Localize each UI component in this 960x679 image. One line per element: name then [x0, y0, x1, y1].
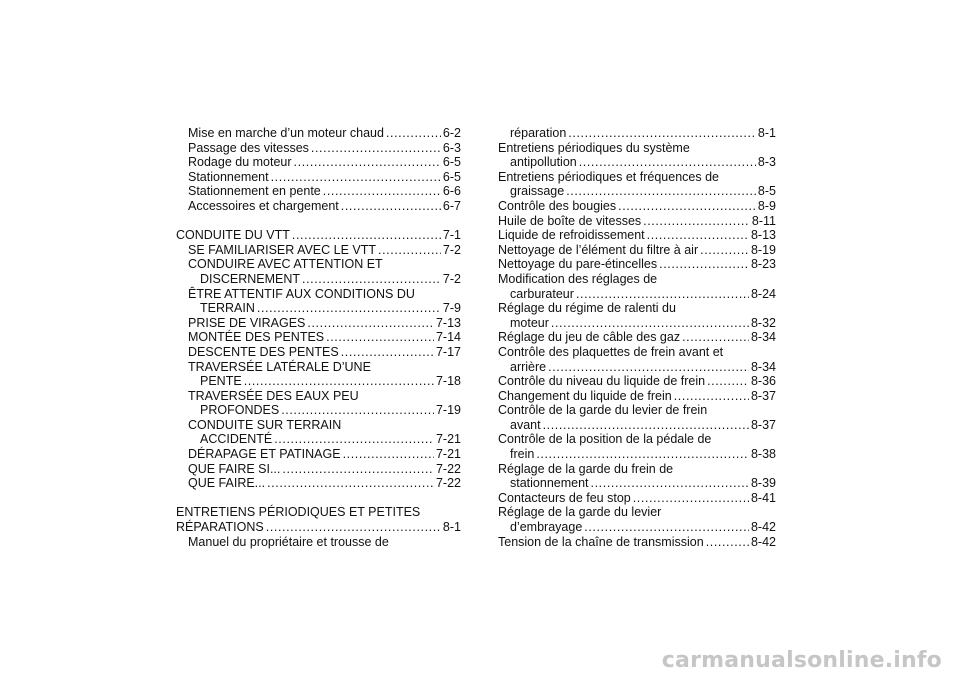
toc-entry: [498, 301, 776, 316]
toc-entry: [176, 330, 461, 345]
toc-leader-dots: [323, 184, 441, 199]
toc-entry-page: 8-3: [757, 155, 776, 170]
toc-leader-dots: [548, 360, 749, 375]
toc-right-column: [498, 126, 776, 549]
toc-entry: [498, 170, 776, 185]
toc-entry: [176, 374, 461, 389]
toc-entry-title: ACCIDENTÉ: [200, 432, 273, 447]
toc-entry-title: Liquide de refroidissement: [498, 228, 645, 243]
toc-entry: [176, 505, 461, 520]
toc-entry-title: MONTÉE DES PENTES: [188, 330, 325, 345]
toc-entry-title: DESCENTE DES PENTES: [188, 344, 339, 359]
toc-leader-dots: [579, 155, 756, 170]
toc-entry: [176, 447, 461, 462]
toc-leader-dots: [591, 476, 749, 491]
toc-leader-dots: [386, 126, 441, 141]
toc-entry-title: Réglage de la garde du frein de: [498, 461, 674, 476]
toc-entry-page: 8-34: [750, 359, 776, 374]
toc-entry-title: QUE FAIRE SI...: [188, 461, 281, 476]
toc-entry-title: Accessoires et chargement: [188, 198, 339, 213]
toc-entry: [498, 228, 776, 243]
toc-entry: [176, 520, 461, 535]
toc-entry-page: 7-2: [442, 242, 461, 257]
toc-entry-title: stationnement: [510, 476, 589, 491]
toc-leader-dots: [307, 316, 434, 331]
toc-entry-title: Nettoyage du pare-étincelles: [498, 257, 658, 272]
toc-entry-title: Contacteurs de feu stop: [498, 490, 631, 505]
toc-entry: [498, 462, 776, 477]
toc-leader-dots: [568, 126, 756, 141]
toc-entry-page: 8-11: [751, 213, 776, 228]
toc-entry-title: Contrôle du niveau du liquide de frein: [498, 374, 706, 389]
toc-entry-page: 6-5: [442, 155, 461, 170]
toc-entry-page: 6-3: [442, 140, 461, 155]
toc-entry-page: 8-37: [750, 417, 776, 432]
toc-entry-title: TRAVERSÉE DES EAUX PEU: [188, 388, 359, 403]
toc-leader-dots: [257, 301, 441, 316]
toc-entry-page: 8-32: [750, 315, 776, 330]
toc-entry-title: PRISE DE VIRAGES: [188, 315, 306, 330]
toc-entry: [498, 389, 776, 404]
toc-entry-title: Contrôle des bougies: [498, 198, 617, 213]
toc-entry: [498, 535, 776, 550]
toc-entry-title: Passage des vitesses: [188, 140, 309, 155]
toc-entry-title: Stationnement: [188, 169, 269, 184]
toc-entry: [498, 520, 776, 535]
toc-entry-title: DÉRAPAGE ET PATINAGE: [188, 447, 341, 462]
toc-entry: [176, 418, 461, 433]
toc-entry-title: CONDUIRE AVEC ATTENTION ET: [188, 257, 383, 272]
toc-entry-title: Mise en marche d’un moteur chaud: [188, 126, 384, 140]
toc-entry: [176, 432, 461, 447]
toc-entry-title: Rodage du moteur: [188, 155, 292, 170]
toc-entry-title: frein: [510, 447, 535, 462]
toc-entry-title: Réglage du régime de ralenti du: [498, 301, 676, 316]
toc-entry-page: 8-37: [750, 388, 776, 403]
toc-leader-dots: [271, 170, 441, 185]
toc-leader-dots: [281, 403, 434, 418]
toc-entry-title: PENTE: [200, 374, 242, 389]
toc-entry-title: carburateur: [510, 286, 574, 301]
toc-entry-page: 7-17: [435, 344, 461, 359]
toc-entry-title: SE FAMILIARISER AVEC LE VTT: [188, 242, 377, 257]
toc-entry-title: QUE FAIRE...: [188, 476, 266, 491]
toc-entry-page: 7-13: [435, 315, 461, 330]
toc-entry: [176, 243, 461, 258]
toc-entry-title: avant: [510, 417, 541, 432]
toc-entry-title: réparation: [510, 126, 567, 140]
toc-entry-title: Manuel du propriétaire et trousse de: [188, 534, 389, 549]
toc-entry: [498, 316, 776, 331]
toc-entry: [176, 316, 461, 331]
toc-entry-title: graissage: [510, 184, 565, 199]
toc-entry-title: Stationnement en pente: [188, 184, 321, 199]
toc-entry: [498, 418, 776, 433]
toc-entry: [498, 447, 776, 462]
toc-entry-page: 7-18: [435, 374, 461, 389]
toc-entry-title: Tension de la chaîne de transmission: [498, 534, 704, 549]
toc-leader-dots: [659, 257, 749, 272]
toc-entry-page: 8-5: [757, 184, 776, 199]
toc-entry: [498, 345, 776, 360]
toc-entry: [176, 403, 461, 418]
toc-leader-dots: [647, 228, 749, 243]
toc-leader-dots: [378, 243, 441, 258]
toc-entry-page: 8-34: [750, 330, 776, 345]
toc-entry-page: 8-39: [750, 476, 776, 491]
toc-leader-dots: [706, 535, 749, 550]
toc-leader-dots: [584, 520, 749, 535]
toc-entry: [176, 389, 461, 404]
toc-entry: [176, 184, 461, 199]
toc-entry-page: 7-22: [435, 461, 461, 476]
toc-entry-title: Modification des réglages de: [498, 271, 658, 286]
toc-entry: [176, 199, 461, 214]
toc-entry: [498, 374, 776, 389]
toc-leader-dots: [302, 272, 441, 287]
toc-entry: [498, 272, 776, 287]
toc-leader-dots: [543, 418, 749, 433]
toc-entry-title: DISCERNEMENT: [200, 271, 301, 286]
toc-entry-page: 8-13: [750, 228, 776, 243]
toc-leader-dots: [311, 141, 441, 156]
toc-entry: [176, 535, 461, 550]
toc-entry: [498, 403, 776, 418]
toc-leader-dots: [326, 330, 434, 345]
toc-entry-page: 8-1: [757, 126, 776, 140]
toc-entry-page: 8-41: [750, 490, 776, 505]
toc-entry-title: TERRAIN: [200, 301, 255, 316]
toc-entry-page: 8-23: [750, 257, 776, 272]
toc-leader-dots: [551, 316, 749, 331]
toc-entry-title: Réglage de la garde du levier: [498, 505, 662, 520]
toc-entry: [176, 360, 461, 375]
toc-leader-dots: [643, 214, 750, 229]
toc-entry-title: d’embrayage: [510, 520, 583, 535]
toc-entry-page: 8-24: [750, 286, 776, 301]
toc-entry: [176, 257, 461, 272]
toc-entry-page: 8-9: [757, 198, 776, 213]
toc-entry-title: TRAVERSÉE LATÉRALE D’UNE: [188, 359, 371, 374]
toc-entry: [498, 491, 776, 506]
toc-entry-page: 8-42: [750, 534, 776, 549]
toc-entry: [498, 432, 776, 447]
toc-entry-title: Réglage du jeu de câble des gaz: [498, 330, 681, 345]
toc-entry-title: Contrôle de la position de la pédale de: [498, 432, 712, 447]
toc-entry: [176, 126, 461, 141]
toc-entry-page: 8-19: [750, 242, 776, 257]
toc-leader-dots: [633, 491, 749, 506]
toc-entry: [498, 505, 776, 520]
toc-leader-dots: [274, 432, 434, 447]
toc-leader-dots: [294, 155, 441, 170]
toc-entry: [498, 330, 776, 345]
toc-leader-dots: [682, 330, 749, 345]
toc-entry-title: PROFONDES: [200, 403, 280, 418]
toc-entry-page: 8-42: [750, 520, 776, 535]
toc-entry: [176, 155, 461, 170]
toc-leader-dots: [618, 199, 756, 214]
toc-entry-title: Nettoyage de l’élément du filtre à air: [498, 242, 699, 257]
toc-entry: [498, 360, 776, 375]
toc-entry-title: Huile de boîte de vitesses: [498, 213, 642, 228]
toc-entry: [176, 287, 461, 302]
toc-entry-page: 7-21: [435, 432, 461, 447]
toc-entry-page: 7-9: [442, 301, 461, 316]
toc-entry: [176, 476, 461, 491]
toc-entry-title: Contrôle des plaquettes de frein avant et: [498, 344, 724, 359]
toc-entry-page: 8-36: [750, 374, 776, 389]
toc-entry-page: 6-5: [442, 169, 461, 184]
toc-entry-page: 7-2: [442, 271, 461, 286]
toc-entry-page: 7-21: [435, 447, 461, 462]
toc-entry-title: CONDUITE DU VTT: [176, 228, 290, 243]
toc-leader-dots: [707, 374, 749, 389]
toc-entry-title: Entretiens périodiques du système: [498, 140, 690, 155]
toc-entry-title: ÊTRE ATTENTIF AUX CONDITIONS DU: [188, 286, 415, 301]
toc-leader-dots: [341, 199, 441, 214]
toc-leader-dots: [343, 447, 434, 462]
toc-entry: [176, 345, 461, 360]
toc-entry-page: 6-6: [442, 184, 461, 199]
toc-leader-dots: [267, 476, 434, 491]
toc-entry: [176, 170, 461, 185]
toc-leader-dots: [566, 184, 756, 199]
toc-entry-page: 6-2: [442, 126, 461, 140]
toc-entry-title: arrière: [510, 359, 547, 374]
toc-entry: [498, 476, 776, 491]
toc-entry-page: 7-1: [442, 228, 461, 243]
toc-entry: [498, 243, 776, 258]
toc-entry: [176, 141, 461, 156]
toc-entry-page: 8-38: [750, 447, 776, 462]
toc-entry: [498, 155, 776, 170]
toc-entry-page: 7-14: [435, 330, 461, 345]
toc-entry: [498, 141, 776, 156]
toc-entry-title: RÉPARATIONS: [176, 520, 264, 535]
toc-entry-page: 8-1: [442, 520, 461, 535]
toc-leader-dots: [674, 389, 749, 404]
toc-leader-dots: [536, 447, 749, 462]
toc-entry: [176, 228, 461, 243]
toc-entry-title: antipollution: [510, 155, 577, 170]
toc-leader-dots: [244, 374, 434, 389]
toc-entry: [498, 199, 776, 214]
toc-entry-title: moteur: [510, 315, 549, 330]
toc-entry-title: CONDUITE SUR TERRAIN: [188, 417, 342, 432]
toc-entry-page: 6-7: [442, 198, 461, 213]
watermark: carmanualsonline.info: [661, 648, 942, 673]
toc-entry: [498, 214, 776, 229]
toc-entry: [176, 301, 461, 316]
toc-entry-title: Changement du liquide de frein: [498, 388, 672, 403]
toc-entry-title: Contrôle de la garde du levier de frein: [498, 403, 708, 418]
toc-leader-dots: [292, 228, 441, 243]
toc-entry-page: 7-19: [435, 403, 461, 418]
toc-entry: [176, 462, 461, 477]
toc-entry: [176, 272, 461, 287]
toc-left-column: [176, 126, 461, 549]
toc-entry: [498, 287, 776, 302]
toc-leader-dots: [282, 462, 434, 477]
toc-entry-title: ENTRETIENS PÉRIODIQUES ET PETITES: [176, 505, 421, 520]
toc-entry-page: 7-22: [435, 476, 461, 491]
toc-entry-title: Entretiens périodiques et fréquences de: [498, 169, 719, 184]
toc-leader-dots: [266, 520, 441, 535]
toc-entry: [498, 257, 776, 272]
toc-entry: [498, 184, 776, 199]
toc-leader-dots: [576, 287, 749, 302]
toc-leader-dots: [700, 243, 749, 258]
toc-leader-dots: [341, 345, 434, 360]
toc-entry: [498, 126, 776, 141]
